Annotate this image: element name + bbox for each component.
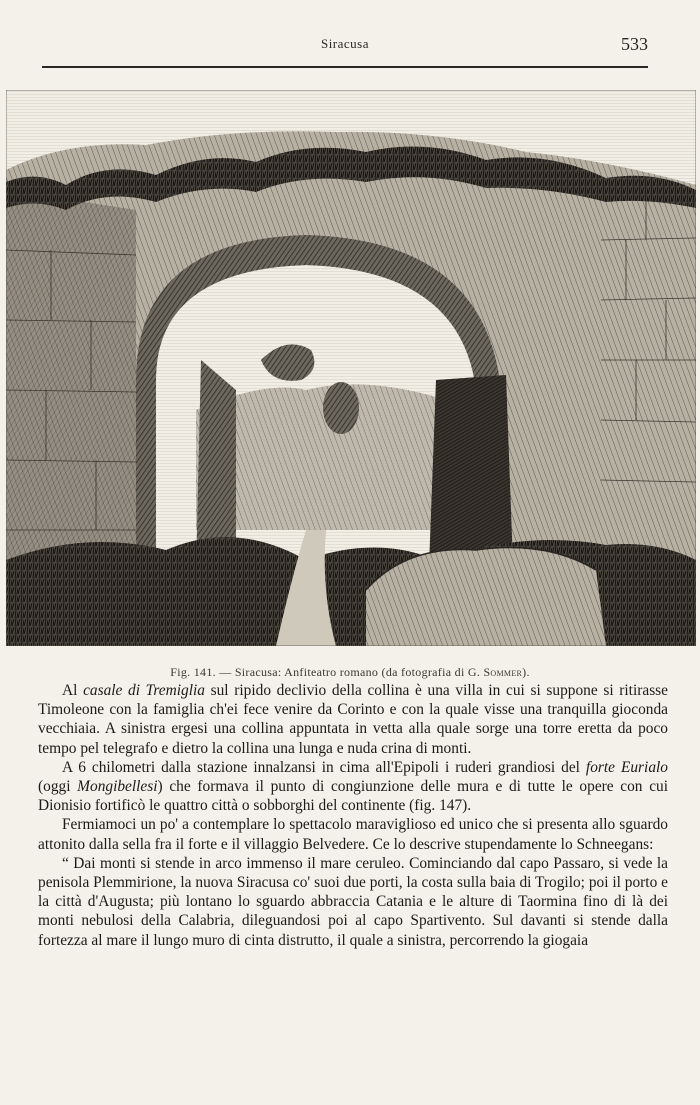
engraving-figure [6,90,696,646]
running-head: Siracusa [320,36,370,51]
caption-suffix: ). [522,665,530,679]
italic-place-name: casale di Tremiglia [83,682,205,699]
caption-text: Fig. 141. — Siracusa: Anfiteatro romano (da fotografia di G. [170,665,484,679]
caption-photographer: Sommer [483,665,523,679]
paragraph-quotation: “ Dai monti si stende in arco immenso il mare ceruleo. Cominciando dal capo Passaro, si vede la penisola Plemmirione, la nuova Siracusa co' suoi due porti, la costa sulla baia di Trogilo; poi il porto e la città d'Augusta; più lontano lo sguardo abbraccia Catania e le alture di Taormina fino di là dei monti nebulosi della Calabria, dileguandosi poi al capo Spartivento. Sul davanti si stende dalla fortezza al mare il lungo muro di cinta distrutto, il quale a sinistra, percorrendo la giogaia [38,854,668,949]
page-number: 533 [621,34,648,54]
italic-place-name: Mongibellesi [77,778,158,796]
roman-amphitheatre-engraving [6,90,696,646]
text-run: Al [62,682,84,699]
text-run: sul ripido declivio della collina è una villa in cui si suppone si ritirasse Timoleone con la famiglia ch'ei fece venire da Corinto e con la quale visse una tranquilla gioconda vecchiaia. A sinistra ergesi una collina appuntata in vetta alla quale sorge una torre eretta da poco tempo pel telegrafo e dietro la collina una lunga e nuda crina di monti. [38,682,669,757]
paragraph-eurialo [38,758,668,816]
header-rule [42,66,648,68]
text-run: A 6 chilometri dalla stazione innalzansi in cima all'Epipoli i ruderi grandiosi del [62,758,586,776]
page-header [42,34,648,64]
italic-place-name: forte Eurialo [585,758,668,776]
paragraph-spettacolo: Fermiamoci un po' a contemplare lo spettacolo maraviglioso ed unico che si presenta allo sguardo attonito dalla sella fra il forte e il villaggio Belvedere. Ce lo descrive stupendamente lo Schneegans: [38,816,668,853]
text-run: (oggi [38,778,78,796]
text-run: ) che formava il punto di congiunzione delle mura e di tutte le opere con cui Dionisio fortificò le quattro città o sobborghi del continente (fig. 147). [38,778,668,815]
body-text [38,681,668,950]
figure-caption [0,665,700,680]
paragraph-tremiglia [38,681,668,758]
